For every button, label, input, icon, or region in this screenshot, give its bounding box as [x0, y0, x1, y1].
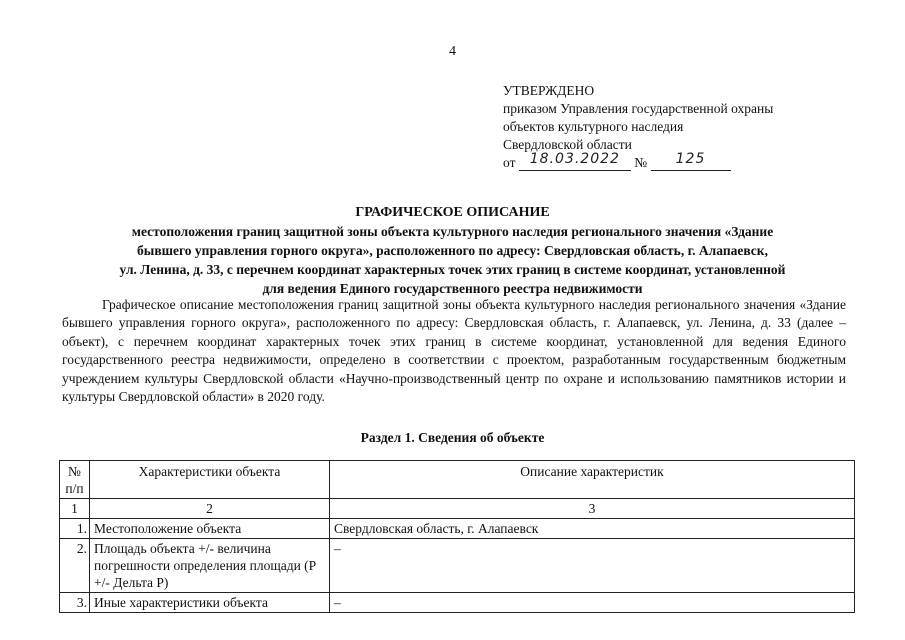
handwritten-number: 125 — [675, 151, 706, 167]
row-number: 2. — [60, 539, 90, 593]
title-line: местоположения границ защитной зоны объекта культурного наследия регионального значения «Здание — [131, 224, 774, 239]
row-description: – — [330, 593, 855, 613]
column-number: 1 — [60, 499, 90, 519]
table-row — [60, 519, 855, 539]
row-characteristic: Иные характеристики объекта — [90, 593, 330, 613]
header-characteristics: Характеристики объекта — [90, 461, 330, 499]
column-number: 3 — [330, 499, 855, 519]
date-prefix: от — [503, 155, 516, 170]
column-number: 2 — [90, 499, 330, 519]
column-number-row — [60, 499, 855, 519]
table-header-row — [60, 461, 855, 499]
document-title — [60, 203, 845, 298]
intro-paragraph: Графическое описание местоположения границ защитной зоны объекта культурного наследия регионального значения «Здание бывшего управления горного округа», расположенного по адресу: Свердловская область, г. Алапаевск, ул. Ленина, д. 33 (далее – объект), с перечнем координат характерных точек этих границ в системе координат, установленной для ведения Единого государственного реестра недвижимости, определено в соответствии с проектом, разработанным государственным бюджетным учреждением культуры Свердловской области «Научно-производственный центр по охране и использованию памятников истории и культуры Свердловской области» в 2020 году. — [62, 297, 846, 405]
page-number: 4 — [449, 44, 456, 59]
title-main: ГРАФИЧЕСКОЕ ОПИСАНИЕ — [355, 205, 550, 220]
number-prefix: № — [634, 155, 648, 170]
number-field — [651, 151, 731, 171]
approval-block — [503, 82, 773, 172]
table-row — [60, 539, 855, 593]
approval-line: Свердловской области — [503, 137, 632, 152]
object-info-table — [59, 460, 855, 613]
title-line: бывшего управления горного округа», расположенного по адресу: Свердловская область, г. Алапаевск, — [137, 243, 768, 258]
date-field — [519, 151, 631, 171]
row-characteristic: Площадь объекта +/- величина погрешности определения площади (Р +/- Дельта Р) — [90, 539, 330, 593]
section-title: Раздел 1. Сведения об объекте — [360, 430, 545, 445]
title-line: ул. Ленина, д. 33, с перечнем координат характерных точек этих границ в системе координат, установленной — [119, 262, 786, 277]
approval-line: объектов культурного наследия — [503, 119, 684, 134]
approval-date-row — [503, 151, 773, 172]
row-number: 3. — [60, 593, 90, 613]
table-row — [60, 593, 855, 613]
row-description: – — [330, 539, 855, 593]
title-line: для ведения Единого государственного реестра недвижимости — [262, 281, 643, 296]
header-description: Описание характеристик — [330, 461, 855, 499]
approval-heading: УТВЕРЖДЕНО — [503, 83, 595, 98]
header-number: № п/п — [60, 461, 90, 499]
row-number: 1. — [60, 519, 90, 539]
row-description: Свердловская область, г. Алапаевск — [330, 519, 855, 539]
row-characteristic: Местоположение объекта — [90, 519, 330, 539]
handwritten-date: 18.03.2022 — [529, 151, 620, 167]
approval-line: приказом Управления государственной охраны — [503, 101, 774, 116]
